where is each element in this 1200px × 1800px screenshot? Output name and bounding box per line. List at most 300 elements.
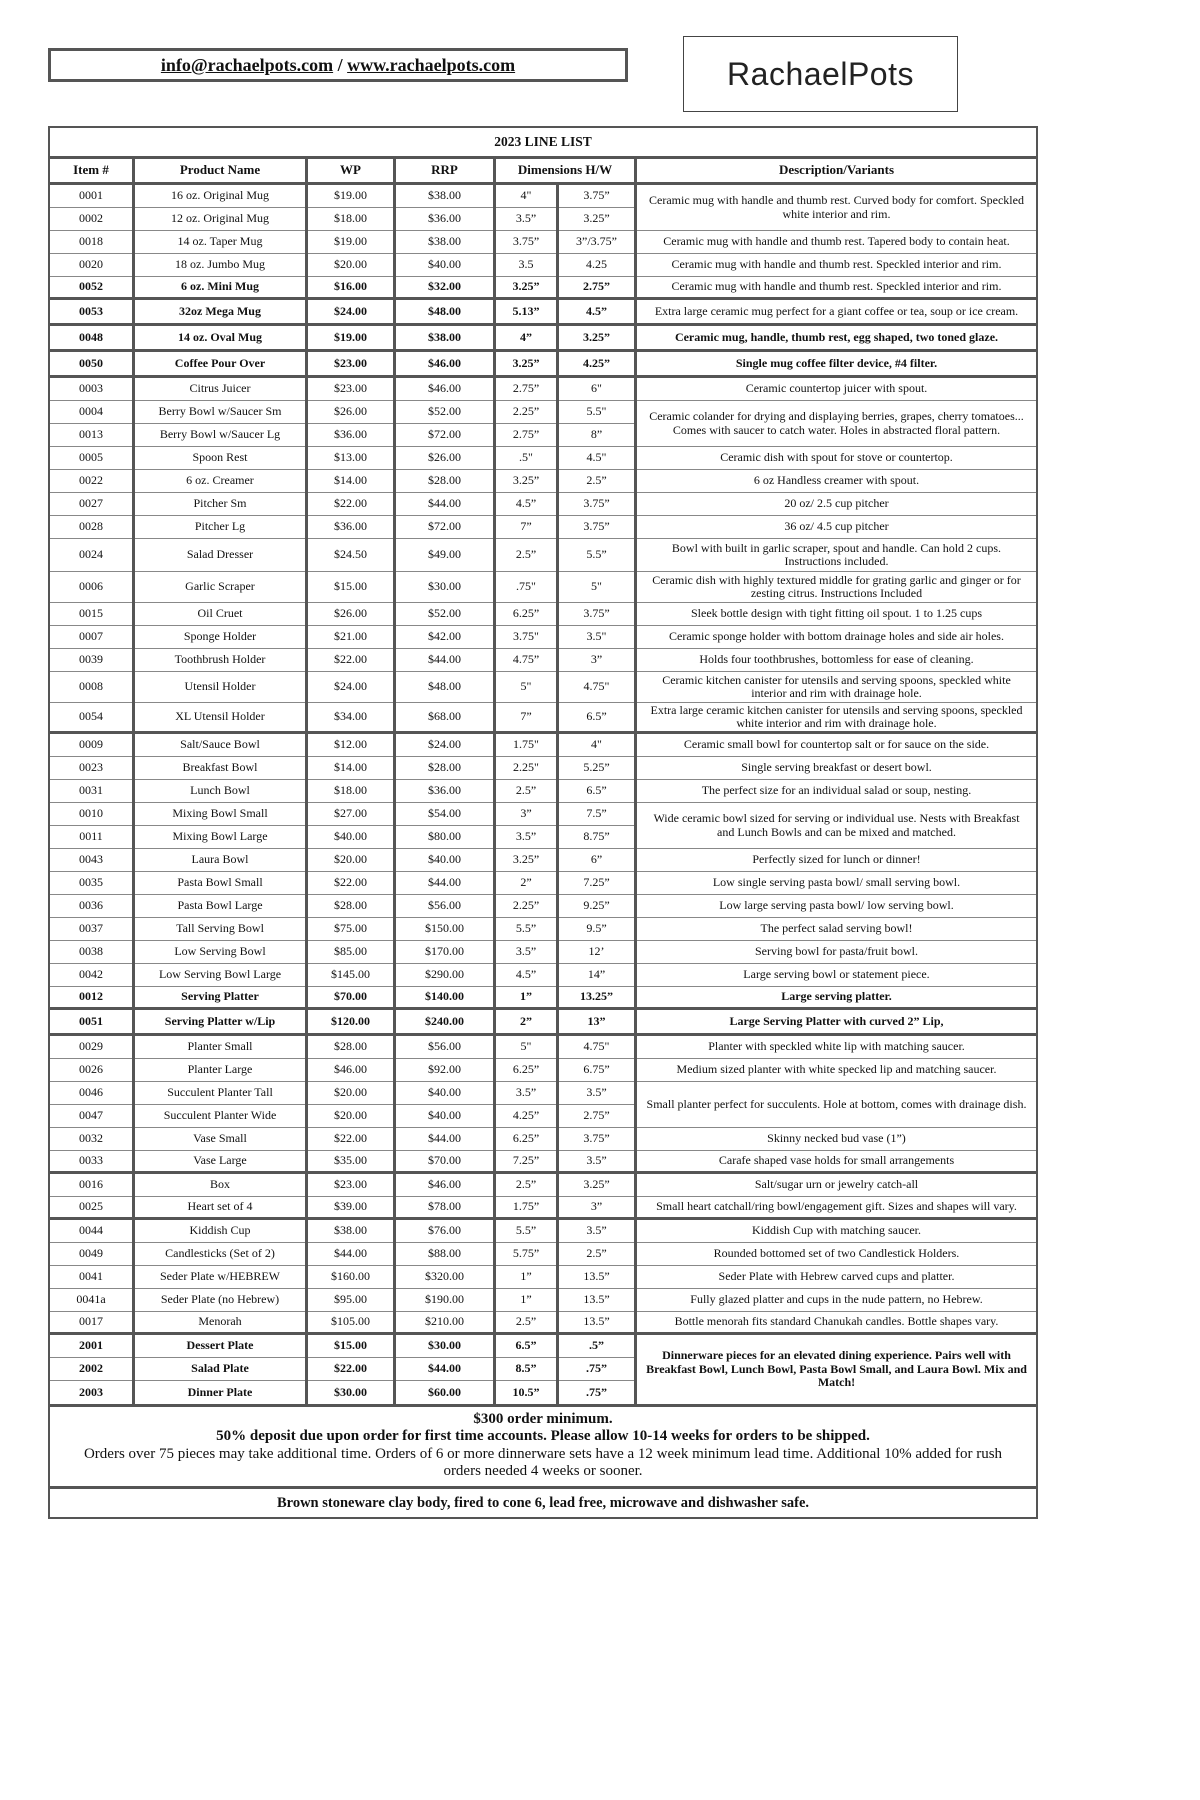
dimension-height: 5.75” xyxy=(496,1243,556,1266)
dimension-width: 9.5” xyxy=(559,918,634,941)
dimension-width: 5.5” xyxy=(559,539,634,572)
product-name: Tall Serving Bowl xyxy=(135,918,305,941)
item-number: 0001 xyxy=(50,185,132,208)
wp-price: $20.00 xyxy=(308,849,393,872)
description: 20 oz/ 2.5 cup pitcher xyxy=(637,493,1036,516)
wp-price: $16.00 xyxy=(308,277,393,300)
item-number: 2003 xyxy=(50,1381,132,1404)
product-name: Pitcher Sm xyxy=(135,493,305,516)
dimension-width: .75” xyxy=(559,1381,634,1404)
dimension-height: 4" xyxy=(496,185,556,208)
item-number: 0023 xyxy=(50,757,132,780)
dimension-width: 2.75” xyxy=(559,1105,634,1128)
wp-price: $22.00 xyxy=(308,493,393,516)
item-number: 0028 xyxy=(50,516,132,539)
rrp-price: $40.00 xyxy=(396,1105,493,1128)
description: Ceramic dish with spout for stove or countertop. xyxy=(637,447,1036,470)
description: Ceramic mug with handle and thumb rest. Tapered body to contain heat. xyxy=(637,231,1036,254)
dimension-height: 4.25” xyxy=(496,1105,556,1128)
description: Salt/sugar urn or jewelry catch-all xyxy=(637,1174,1036,1197)
item-number: 0047 xyxy=(50,1105,132,1128)
dimension-width: 3.5” xyxy=(559,1151,634,1174)
item-number: 0025 xyxy=(50,1197,132,1220)
wp-price: $46.00 xyxy=(308,1059,393,1082)
dimension-width: 3.25” xyxy=(559,1174,634,1197)
dimension-height: 3.5” xyxy=(496,208,556,231)
description: Bowl with built in garlic scraper, spout and handle. Can hold 2 cups. Instructions included. xyxy=(637,539,1036,572)
wp-price: $19.00 xyxy=(308,326,393,352)
wp-price: $28.00 xyxy=(308,895,393,918)
wp-price: $26.00 xyxy=(308,603,393,626)
wp-price: $85.00 xyxy=(308,941,393,964)
wp-price: $13.00 xyxy=(308,447,393,470)
product-name: Spoon Rest xyxy=(135,447,305,470)
dimension-width: 3.75” xyxy=(559,516,634,539)
dimension-width: 13.5” xyxy=(559,1312,634,1335)
dimension-height: 1.75” xyxy=(496,1197,556,1220)
product-name: Pasta Bowl Small xyxy=(135,872,305,895)
wp-price: $44.00 xyxy=(308,1243,393,1266)
dimension-width: 13” xyxy=(559,1010,634,1036)
rrp-price: $76.00 xyxy=(396,1220,493,1243)
column-header-item: Item # xyxy=(50,159,132,185)
dimension-height: 2.75” xyxy=(496,378,556,401)
dimension-height: 4.75” xyxy=(496,649,556,672)
dimension-height: 3.75" xyxy=(496,626,556,649)
description: Ceramic sponge holder with bottom drainage holes and side air holes. xyxy=(637,626,1036,649)
rrp-price: $46.00 xyxy=(396,352,493,378)
dimension-width: 7.25” xyxy=(559,872,634,895)
wp-price: $36.00 xyxy=(308,424,393,447)
item-number: 0006 xyxy=(50,572,132,603)
item-number: 0004 xyxy=(50,401,132,424)
rrp-price: $48.00 xyxy=(396,300,493,326)
item-number: 0010 xyxy=(50,803,132,826)
rrp-price: $68.00 xyxy=(396,703,493,734)
contact-bar xyxy=(48,48,628,82)
product-name: Berry Bowl w/Saucer Sm xyxy=(135,401,305,424)
wp-price: $15.00 xyxy=(308,572,393,603)
rrp-price: $72.00 xyxy=(396,424,493,447)
product-name: 12 oz. Original Mug xyxy=(135,208,305,231)
item-number: 0027 xyxy=(50,493,132,516)
product-name: 6 oz. Mini Mug xyxy=(135,277,305,300)
wp-price: $39.00 xyxy=(308,1197,393,1220)
description: Bottle menorah fits standard Chanukah candles. Bottle shapes vary. xyxy=(637,1312,1036,1335)
product-name: XL Utensil Holder xyxy=(135,703,305,734)
rrp-price: $40.00 xyxy=(396,1082,493,1105)
wp-price: $12.00 xyxy=(308,734,393,757)
description: Carafe shaped vase holds for small arrangements xyxy=(637,1151,1036,1174)
item-number: 0050 xyxy=(50,352,132,378)
column-header-wp: WP xyxy=(308,159,393,185)
item-number: 0038 xyxy=(50,941,132,964)
product-name: Low Serving Bowl Large xyxy=(135,964,305,987)
product-name: Succulent Planter Tall xyxy=(135,1082,305,1105)
dimension-height: 1.75" xyxy=(496,734,556,757)
dimension-height: 8.5” xyxy=(496,1358,556,1381)
dimension-height: 3.5” xyxy=(496,1082,556,1105)
dimension-height: 2.25” xyxy=(496,895,556,918)
product-name: 32oz Mega Mug xyxy=(135,300,305,326)
description: Large Serving Platter with curved 2” Lip, xyxy=(637,1010,1036,1036)
product-name: Oil Cruet xyxy=(135,603,305,626)
order-minimum: $300 order minimum. xyxy=(473,1411,613,1427)
description: Ceramic kitchen canister for utensils and serving spoons, speckled white interior and rim with drainage hole. xyxy=(637,672,1036,703)
description: Ceramic mug with handle and thumb rest. Curved body for comfort. Speckled white interior and rim. xyxy=(637,185,1036,231)
description: Holds four toothbrushes, bottomless for ease of cleaning. xyxy=(637,649,1036,672)
dimension-height: 7” xyxy=(496,703,556,734)
description: Medium sized planter with white specked lip and matching saucer. xyxy=(637,1059,1036,1082)
dimension-width: 4.25 xyxy=(559,254,634,277)
item-number: 0052 xyxy=(50,277,132,300)
product-name: Box xyxy=(135,1174,305,1197)
dimension-width: 3.5” xyxy=(559,1082,634,1105)
wp-price: $38.00 xyxy=(308,1220,393,1243)
rrp-price: $38.00 xyxy=(396,231,493,254)
dimension-width: 3.25” xyxy=(559,326,634,352)
description: Fully glazed platter and cups in the nude pattern, no Hebrew. xyxy=(637,1289,1036,1312)
product-name: Mixing Bowl Small xyxy=(135,803,305,826)
product-name: Citrus Juicer xyxy=(135,378,305,401)
dimension-height: 6.25” xyxy=(496,1059,556,1082)
wp-price: $20.00 xyxy=(308,1082,393,1105)
rrp-price: $38.00 xyxy=(396,326,493,352)
description: Kiddish Cup with matching saucer. xyxy=(637,1220,1036,1243)
item-number: 0003 xyxy=(50,378,132,401)
dimension-height: 3” xyxy=(496,803,556,826)
dimension-width: 6" xyxy=(559,378,634,401)
item-number: 2001 xyxy=(50,1335,132,1358)
item-number: 0026 xyxy=(50,1059,132,1082)
rrp-price: $170.00 xyxy=(396,941,493,964)
wp-price: $23.00 xyxy=(308,1174,393,1197)
wp-price: $20.00 xyxy=(308,1105,393,1128)
dimension-height: 4.5” xyxy=(496,964,556,987)
rrp-price: $240.00 xyxy=(396,1010,493,1036)
brand-logo: RachaelPots xyxy=(683,36,958,112)
column-header-dimensions: Dimensions H/W xyxy=(496,159,634,185)
item-number: 0005 xyxy=(50,447,132,470)
wp-price: $120.00 xyxy=(308,1010,393,1036)
product-name: Planter Large xyxy=(135,1059,305,1082)
rrp-price: $210.00 xyxy=(396,1312,493,1335)
dimension-width: 3”/3.75” xyxy=(559,231,634,254)
item-number: 0022 xyxy=(50,470,132,493)
dimension-width: 5.5" xyxy=(559,401,634,424)
dimension-height: 2.5” xyxy=(496,1174,556,1197)
description: Single mug coffee filter device, #4 filter. xyxy=(637,352,1036,378)
product-name: Pitcher Lg xyxy=(135,516,305,539)
dimension-height: 2.75” xyxy=(496,424,556,447)
email-link[interactable]: info@rachaelpots.com xyxy=(160,55,334,75)
product-name: Vase Large xyxy=(135,1151,305,1174)
product-name: Sponge Holder xyxy=(135,626,305,649)
rrp-price: $49.00 xyxy=(396,539,493,572)
rrp-price: $150.00 xyxy=(396,918,493,941)
rrp-price: $26.00 xyxy=(396,447,493,470)
dimension-width: 3.75” xyxy=(559,1128,634,1151)
wp-price: $22.00 xyxy=(308,1358,393,1381)
dimension-height: 2.25” xyxy=(496,401,556,424)
item-number: 0035 xyxy=(50,872,132,895)
product-name: Toothbrush Holder xyxy=(135,649,305,672)
wp-price: $15.00 xyxy=(308,1335,393,1358)
item-number: 0007 xyxy=(50,626,132,649)
rrp-price: $52.00 xyxy=(396,603,493,626)
description: Rounded bottomed set of two Candlestick Holders. xyxy=(637,1243,1036,1266)
dimension-height: 4” xyxy=(496,326,556,352)
dimension-height: .75" xyxy=(496,572,556,603)
product-table xyxy=(50,159,1036,1404)
dimension-width: 6” xyxy=(559,849,634,872)
dimension-height: 1” xyxy=(496,987,556,1010)
item-number: 0033 xyxy=(50,1151,132,1174)
product-name: Succulent Planter Wide xyxy=(135,1105,305,1128)
product-name: Salad Plate xyxy=(135,1358,305,1381)
column-header-rrp: RRP xyxy=(396,159,493,185)
dimension-width: 3.75” xyxy=(559,185,634,208)
product-name: Seder Plate (no Hebrew) xyxy=(135,1289,305,1312)
wp-price: $23.00 xyxy=(308,378,393,401)
dimension-width: 13.5” xyxy=(559,1266,634,1289)
product-name: Lunch Bowl xyxy=(135,780,305,803)
product-name: Berry Bowl w/Saucer Lg xyxy=(135,424,305,447)
description: Wide ceramic bowl sized for serving or individual use. Nests with Breakfast and Lunch Bowls and can be mixed and matched. xyxy=(637,803,1036,849)
wp-price: $27.00 xyxy=(308,803,393,826)
description: Ceramic mug with handle and thumb rest. Speckled interior and rim. xyxy=(637,277,1036,300)
rrp-price: $60.00 xyxy=(396,1381,493,1404)
product-name: Planter Small xyxy=(135,1036,305,1059)
product-name: Dinner Plate xyxy=(135,1381,305,1404)
contact-separator: / xyxy=(333,55,348,75)
rrp-price: $30.00 xyxy=(396,572,493,603)
product-name: Salt/Sauce Bowl xyxy=(135,734,305,757)
dimension-height: 3.5” xyxy=(496,826,556,849)
wp-price: $18.00 xyxy=(308,780,393,803)
dimension-height: 3.25” xyxy=(496,470,556,493)
item-number: 0039 xyxy=(50,649,132,672)
item-number: 0018 xyxy=(50,231,132,254)
item-number: 0002 xyxy=(50,208,132,231)
description: Ceramic small bowl for countertop salt or for sauce on the side. xyxy=(637,734,1036,757)
product-name: 16 oz. Original Mug xyxy=(135,185,305,208)
dimension-height: 7.25” xyxy=(496,1151,556,1174)
dimension-width: 8” xyxy=(559,424,634,447)
rrp-price: $46.00 xyxy=(396,378,493,401)
rrp-price: $40.00 xyxy=(396,254,493,277)
wp-price: $28.00 xyxy=(308,1036,393,1059)
rrp-price: $72.00 xyxy=(396,516,493,539)
item-number: 0016 xyxy=(50,1174,132,1197)
product-name: Salad Dresser xyxy=(135,539,305,572)
wp-price: $35.00 xyxy=(308,1151,393,1174)
product-name: Candlesticks (Set of 2) xyxy=(135,1243,305,1266)
rrp-price: $88.00 xyxy=(396,1243,493,1266)
wp-price: $20.00 xyxy=(308,254,393,277)
dimension-height: 1” xyxy=(496,1266,556,1289)
rrp-price: $54.00 xyxy=(396,803,493,826)
wp-price: $30.00 xyxy=(308,1381,393,1404)
product-name: 18 oz. Jumbo Mug xyxy=(135,254,305,277)
item-number: 0029 xyxy=(50,1036,132,1059)
dimension-width: 6.75” xyxy=(559,1059,634,1082)
dimension-width: 3” xyxy=(559,1197,634,1220)
wp-price: $24.00 xyxy=(308,300,393,326)
dimension-width: 4.75" xyxy=(559,672,634,703)
product-name: Pasta Bowl Large xyxy=(135,895,305,918)
description: Ceramic countertop juicer with spout. xyxy=(637,378,1036,401)
dimension-height: 6.25” xyxy=(496,1128,556,1151)
dimension-width: 6.5” xyxy=(559,703,634,734)
description: Skinny necked bud vase (1”) xyxy=(637,1128,1036,1151)
item-number: 0044 xyxy=(50,1220,132,1243)
table-title: 2023 LINE LIST xyxy=(50,128,1036,159)
item-number: 0013 xyxy=(50,424,132,447)
item-number: 0041a xyxy=(50,1289,132,1312)
wp-price: $14.00 xyxy=(308,757,393,780)
description: Low single serving pasta bowl/ small serving bowl. xyxy=(637,872,1036,895)
product-name: Low Serving Bowl xyxy=(135,941,305,964)
description: Ceramic dish with highly textured middle for grating garlic and ginger or for zesting citrus. Instructions Included xyxy=(637,572,1036,603)
product-name: Dessert Plate xyxy=(135,1335,305,1358)
product-name: Laura Bowl xyxy=(135,849,305,872)
description: Seder Plate with Hebrew carved cups and platter. xyxy=(637,1266,1036,1289)
dimension-height: 2.5” xyxy=(496,539,556,572)
description: Serving bowl for pasta/fruit bowl. xyxy=(637,941,1036,964)
rrp-price: $52.00 xyxy=(396,401,493,424)
description: 6 oz Handless creamer with spout. xyxy=(637,470,1036,493)
dimension-height: 3.25” xyxy=(496,277,556,300)
product-name: Breakfast Bowl xyxy=(135,757,305,780)
wp-price: $34.00 xyxy=(308,703,393,734)
line-list-sheet xyxy=(48,126,1038,1519)
dimension-height: 2” xyxy=(496,872,556,895)
product-name: Heart set of 4 xyxy=(135,1197,305,1220)
item-number: 0009 xyxy=(50,734,132,757)
wp-price: $18.00 xyxy=(308,208,393,231)
wp-price: $75.00 xyxy=(308,918,393,941)
product-name: Utensil Holder xyxy=(135,672,305,703)
item-number: 0017 xyxy=(50,1312,132,1335)
wp-price: $26.00 xyxy=(308,401,393,424)
dimension-height: 4.5” xyxy=(496,493,556,516)
item-number: 0031 xyxy=(50,780,132,803)
product-name: Coffee Pour Over xyxy=(135,352,305,378)
item-number: 0020 xyxy=(50,254,132,277)
item-number: 0041 xyxy=(50,1266,132,1289)
dimension-width: 6.5” xyxy=(559,780,634,803)
rrp-price: $56.00 xyxy=(396,1036,493,1059)
description: Dinnerware pieces for an elevated dining experience. Pairs well with Breakfast Bowl, Lunch Bowl, Pasta Bowl Small, and Laura Bowl. Mix and Match! xyxy=(637,1335,1036,1404)
dimension-height: 7” xyxy=(496,516,556,539)
rrp-price: $190.00 xyxy=(396,1289,493,1312)
product-name: Garlic Scraper xyxy=(135,572,305,603)
rrp-price: $44.00 xyxy=(396,1128,493,1151)
dimension-height: 5" xyxy=(496,1036,556,1059)
item-number: 0012 xyxy=(50,987,132,1010)
product-name: Serving Platter xyxy=(135,987,305,1010)
item-number: 0042 xyxy=(50,964,132,987)
item-number: 0032 xyxy=(50,1128,132,1151)
dimension-width: 4.25” xyxy=(559,352,634,378)
product-name: Vase Small xyxy=(135,1128,305,1151)
dimension-width: 2.5” xyxy=(559,1243,634,1266)
dimension-height: 5.5” xyxy=(496,1220,556,1243)
rrp-price: $36.00 xyxy=(396,208,493,231)
rrp-price: $36.00 xyxy=(396,780,493,803)
dimension-width: 5.25” xyxy=(559,757,634,780)
description: Large serving bowl or statement piece. xyxy=(637,964,1036,987)
dimension-height: 6.25” xyxy=(496,603,556,626)
dimension-width: 12’ xyxy=(559,941,634,964)
description: Extra large ceramic mug perfect for a giant coffee or tea, soup or ice cream. xyxy=(637,300,1036,326)
product-name: Kiddish Cup xyxy=(135,1220,305,1243)
description: Ceramic colander for drying and displaying berries, grapes, cherry tomatoes... Comes with saucer to catch water. Holes in abstracted floral pattern. xyxy=(637,401,1036,447)
wp-price: $19.00 xyxy=(308,231,393,254)
rrp-price: $78.00 xyxy=(396,1197,493,1220)
deposit-terms: 50% deposit due upon order for first time accounts. Please allow 10-14 weeks for orders to be shipped. xyxy=(216,1428,870,1445)
description: Large serving platter. xyxy=(637,987,1036,1010)
dimension-height: 3.75” xyxy=(496,231,556,254)
wp-price: $105.00 xyxy=(308,1312,393,1335)
description: Small heart catchall/ring bowl/engagement gift. Sizes and shapes will vary. xyxy=(637,1197,1036,1220)
rrp-price: $40.00 xyxy=(396,849,493,872)
dimension-height: 5" xyxy=(496,672,556,703)
dimension-width: 5" xyxy=(559,572,634,603)
rrp-price: $38.00 xyxy=(396,185,493,208)
description: Sleek bottle design with tight fitting oil spout. 1 to 1.25 cups xyxy=(637,603,1036,626)
website-link[interactable]: www.rachaelpots.com xyxy=(347,55,516,75)
description: 36 oz/ 4.5 cup pitcher xyxy=(637,516,1036,539)
item-number: 0024 xyxy=(50,539,132,572)
wp-price: $40.00 xyxy=(308,826,393,849)
dimension-height: 2.5” xyxy=(496,780,556,803)
wp-price: $24.00 xyxy=(308,672,393,703)
rrp-price: $290.00 xyxy=(396,964,493,987)
dimension-height: 2.5” xyxy=(496,1312,556,1335)
item-number: 0036 xyxy=(50,895,132,918)
column-header-description: Description/Variants xyxy=(637,159,1036,185)
order-terms xyxy=(50,1404,1036,1486)
dimension-height: 2” xyxy=(496,1010,556,1036)
rrp-price: $46.00 xyxy=(396,1174,493,1197)
item-number: 0054 xyxy=(50,703,132,734)
description: Low large serving pasta bowl/ low serving bowl. xyxy=(637,895,1036,918)
rrp-price: $92.00 xyxy=(396,1059,493,1082)
dimension-width: 3.75” xyxy=(559,493,634,516)
rrp-price: $42.00 xyxy=(396,626,493,649)
description: Extra large ceramic kitchen canister for utensils and serving spoons, speckled white interior and rim with drainage hole. xyxy=(637,703,1036,734)
item-number: 0008 xyxy=(50,672,132,703)
dimension-height: 3.5 xyxy=(496,254,556,277)
dimension-height: 2.25" xyxy=(496,757,556,780)
wp-price: $36.00 xyxy=(308,516,393,539)
dimension-width: .75” xyxy=(559,1358,634,1381)
description: The perfect size for an individual salad or soup, nesting. xyxy=(637,780,1036,803)
dimension-width: 14” xyxy=(559,964,634,987)
item-number: 0049 xyxy=(50,1243,132,1266)
description: Ceramic mug with handle and thumb rest. Speckled interior and rim. xyxy=(637,254,1036,277)
dimension-width: .5” xyxy=(559,1335,634,1358)
wp-price: $22.00 xyxy=(308,872,393,895)
dimension-width: 13.25” xyxy=(559,987,634,1010)
rrp-price: $44.00 xyxy=(396,649,493,672)
item-number: 0037 xyxy=(50,918,132,941)
dimension-height: 3.25” xyxy=(496,352,556,378)
dimension-height: 1” xyxy=(496,1289,556,1312)
dimension-width: 4.5" xyxy=(559,447,634,470)
